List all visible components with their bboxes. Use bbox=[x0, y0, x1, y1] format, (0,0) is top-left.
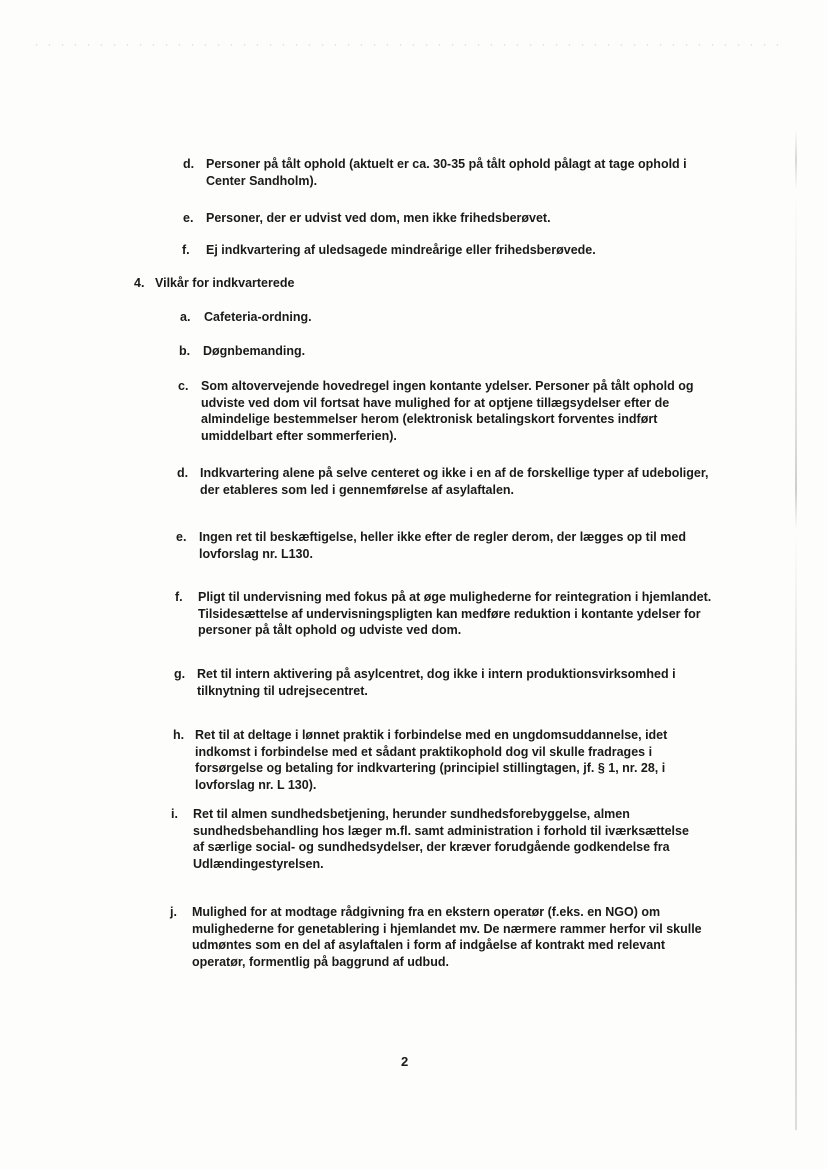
list-marker: e. bbox=[183, 211, 194, 225]
list-marker: d. bbox=[183, 157, 195, 171]
list-item-text: Cafeteria-ordning. bbox=[204, 310, 312, 324]
list-marker: e. bbox=[176, 530, 187, 544]
list-item-text: Indkvartering alene på selve centeret og ikke i en af de forskellige typer af udeboliger, der etableres som led i gennemførelse af asylaftalen. bbox=[200, 466, 709, 497]
list-marker: j. bbox=[170, 905, 177, 919]
list-item-text: Mulighed for at modtage rådgivning fra en ekstern operatør (f.eks. en NGO) om mulighederne for genetablering i hjemlandet mv. De nærmere rammer herfor vil skulle udmøntes som en del af asylaftalen i form af indgåelse af kontrakt med relevant operatør, formentlig på baggrund af udbud. bbox=[192, 905, 702, 969]
list-item-text: Ingen ret til beskæftigelse, heller ikke efter de regler derom, der lægges op til med lovforslag nr. L130. bbox=[199, 530, 686, 561]
list-marker: d. bbox=[177, 466, 189, 480]
section-title: Vilkår for indkvarterede bbox=[155, 276, 295, 290]
list-marker: i. bbox=[171, 807, 178, 821]
list-marker: b. bbox=[179, 344, 191, 358]
section-number: 4. bbox=[134, 276, 145, 290]
scan-noise-top bbox=[30, 42, 790, 48]
list-item-text: Ret til at deltage i lønnet praktik i forbindelse med en ungdomsuddannelse, idet indkomst i forbindelse med et sådant praktikophold dog vil skulle fradrages i forsørgelse og betaling for indkvartering (principiel stillingtagen, jf. § 1, nr. 28, i lovforslag nr. L 130). bbox=[195, 728, 668, 792]
list-marker: g. bbox=[174, 667, 186, 681]
list-item-text: Som altovervejende hovedregel ingen kontante ydelser. Personer på tålt ophold og udviste ved dom vil fortsat have mulighed for at optjene tillægsydelser efter de almindelige bestemmelser herom (elektronisk betalingskort forventes indført umiddelbart efter sommerferien). bbox=[201, 379, 694, 443]
list-item-text: Ret til almen sundhedsbetjening, herunder sundhedsforebyggelse, almen sundhedsbehandling hos læger m.fl. samt administration i forhold til iværksættelse af særlige social- og sundhedsydelser, der kræver forudgående godkendelse fra Udlændingestyrelsen. bbox=[193, 807, 689, 871]
list-item-text: Ej indkvartering af uledsagede mindreårige eller frihedsberøvede. bbox=[206, 243, 596, 257]
list-marker: h. bbox=[173, 728, 185, 742]
list-item-text: Personer på tålt ophold (aktuelt er ca. 30-35 på tålt ophold pålagt at tage ophold i Center Sandholm). bbox=[206, 157, 687, 188]
list-marker: c. bbox=[178, 379, 189, 393]
list-item-text: Ret til intern aktivering på asylcentret, dog ikke i intern produktionsvirksomhed i tilknytning til udrejsecentret. bbox=[197, 667, 676, 698]
list-item-text: Personer, der er udvist ved dom, men ikke frihedsberøvet. bbox=[206, 211, 551, 225]
list-item-text: Døgnbemanding. bbox=[203, 344, 306, 358]
list-item-text: Pligt til undervisning med fokus på at øge mulighederne for reintegration i hjemlandet. Tilsidesættelse af undervisningspligten kan medføre reduktion i kontante ydelser for personer på tålt ophold og udviste ved dom. bbox=[198, 590, 712, 637]
list-marker: f. bbox=[182, 243, 190, 257]
scan-edge-right bbox=[795, 130, 797, 1130]
list-marker: a. bbox=[180, 310, 191, 324]
page-number: 2 bbox=[401, 1054, 409, 1069]
list-marker: f. bbox=[175, 590, 183, 604]
